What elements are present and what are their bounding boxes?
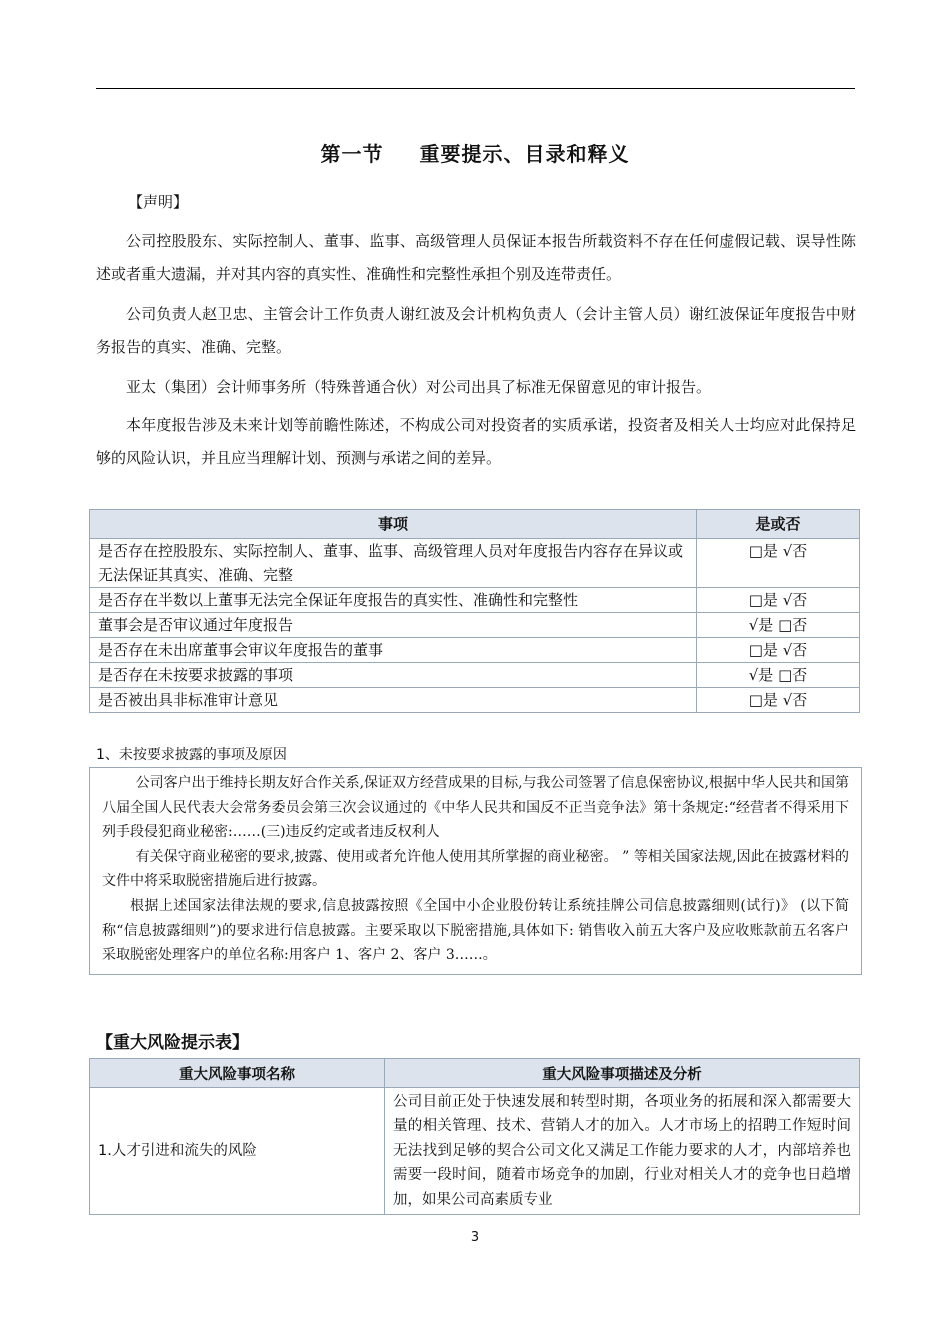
section-title	[0, 138, 950, 167]
undisclosed-paragraph-1: 公司客户出于维持长期友好合作关系,保证双方经营成果的目标,与我公司签署了信息保密协议,根据中华人民共和国第八届全国人民代表大会常务委员会第三次会议通过的《中华人民共和国反不正当竞争法》第十条规定:“经营者不得采用下列手段侵犯商业秘密:……(三)违反约定或者违反权利人	[102, 775, 849, 841]
matters-header-answer: 是或否	[697, 510, 860, 539]
page-number: 3	[470, 1230, 480, 1245]
risk-table-title: 【重大风险提示表】	[96, 1033, 249, 1053]
table-row	[90, 638, 860, 663]
declaration-paragraph-3: 亚太（集团）会计师事务所（特殊普通合伙）对公司出具了标准无保留意见的审计报告。	[126, 378, 712, 396]
declaration-paragraph-2: 公司负责人赵卫忠、主管会计工作负责人谢红波及会计机构负责人（会计主管人员）谢红波保证年度报告中财务报告的真实、准确、完整。	[96, 305, 856, 356]
matter-answer: √是 □否	[697, 663, 860, 688]
matters-header-item: 事项	[90, 510, 697, 539]
matter-answer: □是 √否	[697, 688, 860, 713]
table-row	[90, 588, 860, 613]
matter-item: 是否存在半数以上董事无法完全保证年度报告的真实性、准确性和完整性	[90, 588, 697, 613]
declaration-paragraph-4: 本年度报告涉及未来计划等前瞻性陈述，不构成公司对投资者的实质承诺，投资者及相关人士均应对此保持足够的风险认识，并且应当理解计划、预测与承诺之间的差异。	[96, 416, 856, 467]
table-row	[90, 663, 860, 688]
matters-header-row	[90, 510, 860, 539]
table-row	[90, 688, 860, 713]
table-row	[90, 539, 860, 588]
risk-table	[89, 1058, 860, 1215]
risk-description: 公司目前正处于快速发展和转型时期，各项业务的拓展和深入都需要大量的相关管理、技术、营销人才的加入。人才市场上的招聘工作短时间无法找到足够的契合公司文化又满足工作能力要求的人才，内部培养也需要一段时间，随着市场竞争的加剧，行业对相关人才的竞争也日趋增加，如果公司高素质专业	[385, 1088, 860, 1215]
undisclosed-reason-box	[89, 767, 862, 975]
matter-answer: □是 √否	[697, 588, 860, 613]
declaration-paragraph-1: 公司控股股东、实际控制人、董事、监事、高级管理人员保证本报告所载资料不存在任何虚假记载、误导性陈述或者重大遗漏，并对其内容的真实性、准确性和完整性承担个别及连带责任。	[96, 232, 856, 283]
section-heading: 重要提示、目录和释义	[419, 142, 630, 166]
header-rule	[96, 88, 855, 89]
declaration-label: 【声明】	[128, 193, 189, 211]
risk-name: 1.人才引进和流失的风险	[90, 1088, 385, 1215]
undisclosed-paragraph-2: 有关保守商业秘密的要求,披露、使用或者允许他人使用其所掌握的商业秘密。 ” 等相关国家法规,因此在披露材料的文件中将采取脱密措施后进行披露。	[102, 848, 849, 890]
matter-answer: □是 √否	[697, 638, 860, 663]
table-row	[90, 1088, 860, 1215]
matter-answer: √是 □否	[697, 613, 860, 638]
risk-header-description: 重大风险事项描述及分析	[385, 1059, 860, 1088]
matter-item: 是否被出具非标准审计意见	[90, 688, 697, 713]
matters-table	[89, 509, 860, 713]
undisclosed-label: 1、未按要求披露的事项及原因	[96, 747, 287, 763]
section-prefix: 第一节	[320, 142, 384, 166]
undisclosed-paragraph-3: 根据上述国家法律法规的要求,信息披露按照《全国中小企业股份转让系统挂牌公司信息披露细则(试行)》 (以下简称“信息披露细则”)的要求进行信息披露。主要采取以下脱密措施,具体如下: 销售收入前五大客户及应收账款前五名客户采取脱密处理客户的单位名称:用客户 1、客户 2、客户 3……。	[102, 897, 849, 964]
risk-header-row	[90, 1059, 860, 1088]
table-row	[90, 613, 860, 638]
risk-header-name: 重大风险事项名称	[90, 1059, 385, 1088]
matter-answer: □是 √否	[697, 539, 860, 588]
matter-item: 是否存在未出席董事会审议年度报告的董事	[90, 638, 697, 663]
matter-item: 董事会是否审议通过年度报告	[90, 613, 697, 638]
matter-item: 是否存在控股股东、实际控制人、董事、监事、高级管理人员对年度报告内容存在异议或无法保证其真实、准确、完整	[90, 539, 697, 588]
matter-item: 是否存在未按要求披露的事项	[90, 663, 697, 688]
